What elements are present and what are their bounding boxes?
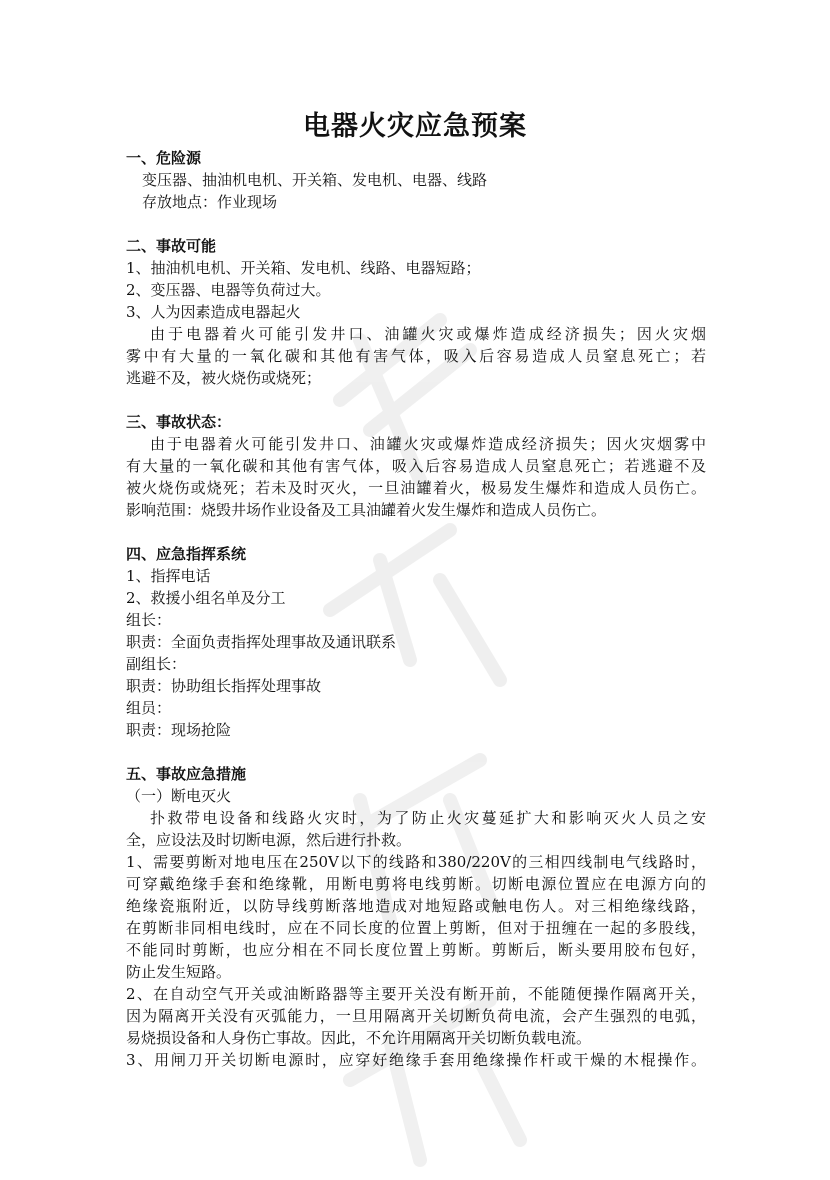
text-line: 3、用闸刀开关切断电源时，应穿好绝缘手套用绝缘操作杆或干燥的木棍操作。 xyxy=(126,1051,706,1069)
section-heading: 二、事故可能 xyxy=(126,237,217,255)
text-line: 全，应设法及时切断电源，然后进行扑救。 xyxy=(126,831,412,849)
section-heading: 四、应急指挥系统 xyxy=(126,545,247,563)
text-line: 副组长： xyxy=(126,655,187,673)
document-title: 电器火灾应急预案 xyxy=(303,111,527,142)
text-line: 职责：全面负责指挥处理事故及通讯联系 xyxy=(126,633,397,651)
text-line: 存放地点：作业现场 xyxy=(142,193,278,211)
text-line: 1、需要剪断对地电压在250V以下的线路和380/220V的三相四线制电气线路时， xyxy=(126,853,706,871)
text-line: 在剪断非同相电线时，应在不同长度的位置上剪断，但对于扭缠在一起的多股线， xyxy=(126,919,706,937)
text-line: 由于电器着火可能引发井口、油罐火灾或爆炸造成经济损失；因火灾烟 xyxy=(150,325,706,343)
section-heading: 五、事故应急措施 xyxy=(126,765,247,783)
text-line: 职责：现场抢险 xyxy=(126,721,232,739)
text-line: （一）断电灭火 xyxy=(126,787,232,805)
text-line: 可穿戴绝缘手套和绝缘靴，用断电剪将电线剪断。切断电源位置应在电源方向的 xyxy=(126,875,706,893)
text-line: 2、救援小组名单及分工 xyxy=(126,589,286,607)
text-line: 因为隔离开关没有灭弧能力，一旦用隔离开关切断负荷电流，会产生强烈的电弧， xyxy=(126,1007,706,1025)
text-line: 组员： xyxy=(126,699,172,717)
text-line: 雾中有大量的一氧化碳和其他有害气体，吸入后容易造成人员窒息死亡；若 xyxy=(126,347,706,365)
text-line: 不能同时剪断，也应分相在不同长度位置上剪断。剪断后，断头要用胶布包好， xyxy=(126,941,706,959)
text-line: 防止发生短路。 xyxy=(126,963,232,981)
text-line: 1、抽油机电机、开关箱、发电机、线路、电器短路； xyxy=(126,259,481,277)
text-line: 3、人为因素造成电器起火 xyxy=(126,303,301,321)
text-line: 由于电器着火可能引发井口、油罐火灾或爆炸造成经济损失；因火灾烟雾中 xyxy=(150,435,706,453)
text-line: 影响范围：烧毁井场作业设备及工具油罐着火发生爆炸和造成人员伤亡。 xyxy=(126,501,607,519)
text-line: 变压器、抽油机电机、开关箱、发电机、电器、线路 xyxy=(142,171,488,189)
text-line: 有大量的一氧化碳和其他有害气体，吸入后容易造成人员窒息死亡；若逃避不及 xyxy=(126,457,706,475)
text-line: 2、在自动空气开关或油断路器等主要开关没有断开前，不能随便操作隔离开关， xyxy=(126,985,706,1003)
text-line: 2、变压器、电器等负荷过大。 xyxy=(126,281,331,299)
section-heading: 一、危险源 xyxy=(126,149,202,167)
text-line: 被火烧伤或烧死；若未及时灭火，一旦油罐着火，极易发生爆炸和造成人员伤亡。 xyxy=(126,479,706,497)
section-heading: 三、事故状态： xyxy=(126,413,232,431)
text-line: 组长： xyxy=(126,611,172,629)
text-line: 职责：协助组长指挥处理事故 xyxy=(126,677,322,695)
text-line: 1、指挥电话 xyxy=(126,567,211,585)
text-line: 逃避不及，被火烧伤或烧死； xyxy=(126,369,322,387)
text-line: 绝缘瓷瓶附近，以防导线剪断落地造成对地短路或触电伤人。对三相绝缘线路， xyxy=(126,897,706,915)
text-line: 扑救带电设备和线路火灾时，为了防止火灾蔓延扩大和影响灭火人员之安 xyxy=(150,809,706,827)
text-line: 易烧损设备和人身伤亡事故。因此，不允许用隔离开关切断负载电流。 xyxy=(126,1029,592,1047)
